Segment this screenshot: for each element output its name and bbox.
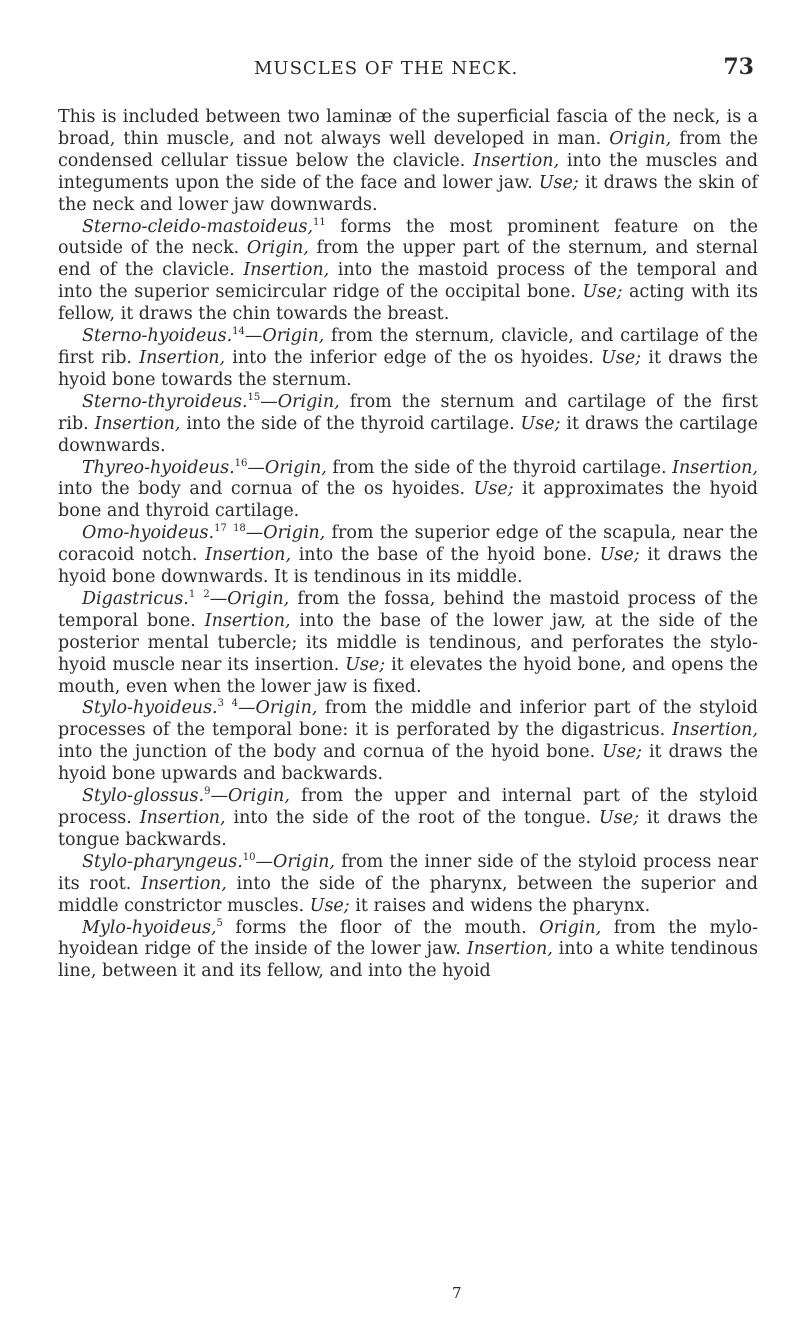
- text-run: —: [244, 326, 263, 347]
- text-run: into the side of the pharynx, between the superior and middle constrictor muscles.: [58, 873, 758, 916]
- text-run: it draws the hyoid bone upwards and backwards.: [58, 742, 758, 785]
- italic-term: Insertion,: [473, 150, 560, 171]
- italic-term: Insertion,: [139, 347, 226, 368]
- italic-term: Sterno-thyroideus.: [82, 391, 248, 412]
- text-run: —: [209, 588, 228, 609]
- paragraph: [58, 326, 758, 392]
- text-run: into the mastoid process of the temporal and into the superior semicircular ridge of the occipital bone.: [58, 260, 758, 303]
- italic-term: Stylo-pharyngeus.: [82, 851, 243, 872]
- footnote-reference: 15: [247, 391, 261, 403]
- italic-term: Insertion,: [466, 939, 553, 960]
- body-text: [58, 107, 758, 983]
- footnote-reference: 3: [217, 698, 224, 710]
- italic-term: Origin,: [263, 523, 326, 544]
- italic-term: Origin,: [262, 326, 325, 347]
- text-run: from the sternum, clavicle, and cartilage of the first rib.: [58, 326, 758, 368]
- italic-term: Insertion,: [205, 545, 292, 566]
- text-run: from the condensed cellular tissue below the clavicle.: [58, 128, 758, 171]
- italic-term: Origin,: [246, 238, 309, 259]
- italic-term: Use;: [599, 808, 639, 828]
- text-run: into the base of the hyoid bone.: [291, 545, 600, 566]
- paragraph: [58, 589, 758, 699]
- italic-term: Digastricus.: [82, 588, 189, 609]
- text-run: forms the most prominent feature on the outside of the neck.: [58, 216, 758, 259]
- footnote-reference: 10: [242, 851, 256, 863]
- italic-term: Sterno-cleido-mastoideus,: [82, 216, 314, 237]
- footnote-reference: 1: [188, 589, 196, 601]
- italic-term: Insertion,: [672, 720, 758, 741]
- text-run: from the superior edge of the scapula, near the coracoid notch.: [58, 523, 758, 566]
- paragraph: [58, 852, 758, 918]
- footnote-reference: 18: [233, 523, 246, 535]
- paragraph: [58, 786, 758, 852]
- text-run: it elevates the hyoid bone, and opens the mouth, even when the lower jaw is fixed.: [58, 654, 759, 697]
- italic-term: Omo-hyoideus.: [82, 523, 215, 544]
- text-run: into the muscles and integuments upon the side of the face and lower jaw.: [58, 150, 758, 193]
- italic-term: Use;: [601, 347, 642, 368]
- text-run: it draws the skin of the neck and lower jaw downwards.: [58, 172, 758, 215]
- italic-term: Origin,: [277, 391, 340, 412]
- italic-term: Origin,: [227, 786, 290, 807]
- italic-term: Origin,: [264, 457, 327, 478]
- italic-term: Use;: [309, 895, 350, 916]
- text-run: [224, 698, 232, 718]
- paragraph: [58, 217, 758, 327]
- text-run: —: [210, 786, 228, 807]
- italic-term: Use;: [473, 479, 514, 500]
- text-run: into the side of the root of the tongue.: [225, 808, 600, 828]
- italic-term: Stylo-hyoideus.: [82, 698, 218, 719]
- text-run: it draws the tongue backwards.: [58, 808, 758, 850]
- text-run: it draws the hyoid bone downwards. It is tendinous in its middle.: [58, 545, 758, 588]
- text-run: —: [255, 851, 273, 872]
- text-run: it draws the hyoid bone towards the sternum.: [58, 347, 758, 390]
- running-title: MUSCLES OF THE NECK.: [254, 58, 519, 79]
- italic-term: Origin,: [227, 588, 290, 609]
- paragraph: [58, 458, 758, 524]
- text-run: —: [237, 698, 256, 719]
- italic-term: Use;: [602, 742, 643, 763]
- signature-mark: 7: [452, 1284, 462, 1302]
- italic-term: Use;: [520, 413, 561, 434]
- page-number: 73: [723, 54, 754, 80]
- paragraph: [58, 918, 758, 984]
- italic-term: Stylo-glossus.: [82, 786, 205, 807]
- text-run: —: [247, 457, 265, 478]
- paragraph: [58, 107, 758, 217]
- italic-term: Use;: [582, 282, 623, 303]
- text-run: from the fossa, behind the mastoid process of the temporal bone.: [58, 588, 758, 631]
- italic-term: Insertion,: [139, 808, 226, 828]
- text-run: from the mylo-hyoidean ridge of the inside of the lower jaw.: [58, 917, 758, 960]
- italic-term: Use;: [599, 545, 640, 566]
- paragraph: [58, 698, 758, 786]
- text-run: it approximates the hyoid bone and thyroid cartilage.: [58, 479, 759, 522]
- footnote-reference: 14: [232, 326, 245, 338]
- italic-term: Thyreo-hyoideus.: [82, 457, 235, 478]
- italic-term: Use;: [538, 172, 579, 193]
- text-run: into the side of the thyroid cartilage.: [180, 413, 521, 434]
- text-run: —: [260, 391, 278, 412]
- text-run: from the side of the thyroid cartilage.: [326, 457, 673, 478]
- italic-term: Insertion,: [672, 457, 758, 478]
- footnote-reference: 2: [203, 589, 210, 601]
- text-run: from the middle and inferior part of the styloid processes of the temporal bone: it is perforated by the digastricus.: [58, 698, 758, 741]
- text-run: from the upper and internal part of the styloid process.: [58, 786, 758, 828]
- paragraph: [58, 392, 758, 458]
- text-run: it raises and widens the pharynx.: [349, 895, 651, 916]
- italic-term: Origin,: [273, 851, 335, 872]
- italic-term: Insertion,: [204, 610, 291, 631]
- text-run: This is included between two laminæ of the superficial fascia of the neck, is a broad, thin muscle, and not always well developed in man.: [58, 107, 758, 149]
- text-run: from the upper part of the sternum, and sternal end of the clavicle.: [58, 238, 758, 281]
- italic-term: Insertion,: [140, 873, 227, 894]
- text-run: into the base of the lower jaw, at the side of the posterior mental tubercle; its middle is tendinous, and perforates the stylo-hyoid muscle near its insertion.: [58, 610, 759, 675]
- text-run: forms the floor of the mouth.: [222, 917, 540, 938]
- paragraph: [58, 523, 758, 589]
- italic-term: Insertion,: [94, 413, 181, 434]
- italic-term: Origin,: [539, 917, 602, 938]
- footnote-reference: 16: [234, 457, 248, 469]
- text-run: it draws the cartilage downwards.: [58, 413, 758, 456]
- footnote-reference: 9: [204, 786, 211, 798]
- running-head: [0, 52, 800, 88]
- text-run: acting with its fellow, it draws the chin towards the breast.: [58, 282, 759, 325]
- text-run: from the sternum and cartilage of the first rib.: [58, 391, 758, 434]
- footnote-reference: 17: [214, 523, 227, 535]
- text-run: into a white tendinous line, between it and its fellow, and into the hyoid: [58, 939, 759, 982]
- text-run: —: [245, 523, 264, 544]
- text-run: into the body and cornua of the os hyoides.: [58, 479, 474, 500]
- italic-term: Mylo-hyoideus,: [82, 917, 217, 938]
- footnote-reference: 4: [231, 698, 238, 710]
- italic-term: Insertion,: [243, 260, 330, 281]
- italic-term: Origin,: [255, 698, 318, 719]
- italic-term: Use;: [345, 654, 386, 675]
- text-run: into the inferior edge of the os hyoides.: [225, 347, 602, 368]
- footnote-reference: 5: [216, 917, 223, 929]
- footnote-reference: 11: [313, 216, 326, 228]
- italic-term: Sterno-hyoideus.: [82, 326, 233, 347]
- text-run: from the inner side of the styloid process near its root.: [58, 851, 758, 894]
- italic-term: Origin,: [609, 128, 672, 149]
- text-run: into the junction of the body and cornua of the hyoid bone.: [58, 742, 603, 763]
